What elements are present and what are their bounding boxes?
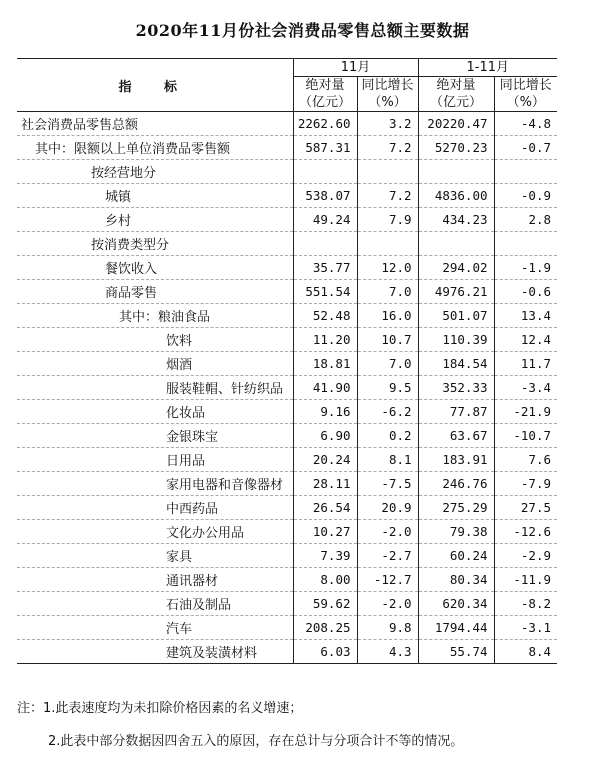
table-row	[17, 640, 557, 664]
ytd-yoy-value	[494, 232, 557, 256]
month-yoy-value: -2.7	[357, 544, 418, 568]
month-absolute-value: 551.54	[293, 280, 357, 304]
month-absolute-value: 587.31	[293, 136, 357, 160]
ytd-absolute-value: 5270.23	[418, 136, 494, 160]
ytd-absolute-value: 77.87	[418, 400, 494, 424]
yoy-unit-label: （%）	[506, 95, 545, 110]
yoy-unit-label: （%）	[368, 95, 407, 110]
month-yoy-value: 7.0	[357, 352, 418, 376]
ytd-yoy-value: -0.6	[494, 280, 557, 304]
ytd-yoy-value: -8.2	[494, 592, 557, 616]
ytd-yoy-value: -7.9	[494, 472, 557, 496]
row-label: 其中：限额以上单位消费品零售额	[17, 136, 293, 160]
row-label: 化妆品	[17, 400, 293, 424]
ytd-absolute-value: 183.91	[418, 448, 494, 472]
month-absolute-value: 49.24	[293, 208, 357, 232]
month-yoy-value: 8.1	[357, 448, 418, 472]
month-absolute-value: 20.24	[293, 448, 357, 472]
table-row	[17, 112, 557, 136]
ytd-absolute-value: 60.24	[418, 544, 494, 568]
month-yoy-value: 7.2	[357, 184, 418, 208]
month-yoy-value	[357, 232, 418, 256]
row-label: 金银珠宝	[17, 424, 293, 448]
ytd-yoy-value: -21.9	[494, 400, 557, 424]
table-title: 2020年11月份社会消费品零售总额主要数据	[135, 21, 470, 40]
table-row	[17, 400, 557, 424]
month-absolute-value: 8.00	[293, 568, 357, 592]
footnotes	[17, 692, 463, 758]
ytd-absolute-value: 79.38	[418, 520, 494, 544]
ytd-yoy-value: -11.9	[494, 568, 557, 592]
table-body	[17, 112, 557, 664]
ytd-yoy-value: -10.7	[494, 424, 557, 448]
month-yoy-value: 7.2	[357, 136, 418, 160]
ytd-yoy-value: -0.7	[494, 136, 557, 160]
table-row	[17, 424, 557, 448]
ytd-yoy-value: 11.7	[494, 352, 557, 376]
yoy-label: 同比增长	[361, 78, 414, 93]
footnote-2: 2.此表中部分数据因四舍五入的原因，存在总计与分项合计不等的情况。	[48, 734, 464, 749]
row-label: 城镇	[17, 184, 293, 208]
row-label: 其中：粮油食品	[17, 304, 293, 328]
row-label: 餐饮收入	[17, 256, 293, 280]
ytd-yoy-value: -0.9	[494, 184, 557, 208]
ytd-yoy-value: 7.6	[494, 448, 557, 472]
row-label: 家用电器和音像器材	[17, 472, 293, 496]
month-absolute-value: 26.54	[293, 496, 357, 520]
table-row	[17, 304, 557, 328]
month-yoy-value: -2.0	[357, 520, 418, 544]
row-label: 中西药品	[17, 496, 293, 520]
row-label: 通讯器材	[17, 568, 293, 592]
month-yoy-value	[357, 160, 418, 184]
ytd-yoy-value: -12.6	[494, 520, 557, 544]
ytd-yoy-value: -1.9	[494, 256, 557, 280]
month-yoy-value: 0.2	[357, 424, 418, 448]
month-absolute-value: 35.77	[293, 256, 357, 280]
table-row	[17, 328, 557, 352]
table-row	[17, 352, 557, 376]
ytd-yoy-value: 2.8	[494, 208, 557, 232]
row-label: 汽车	[17, 616, 293, 640]
month-absolute-value: 6.90	[293, 424, 357, 448]
absolute-unit-label: （亿元）	[298, 95, 351, 110]
footnote-1: 注：1.此表速度均为未扣除价格因素的名义增速；	[17, 701, 303, 716]
month-yoy-value: 16.0	[357, 304, 418, 328]
month-absolute-value: 6.03	[293, 640, 357, 664]
ytd-yoy-value: -3.4	[494, 376, 557, 400]
ytd-yoy-value: 13.4	[494, 304, 557, 328]
table-row	[17, 592, 557, 616]
absolute-label: 绝对量	[436, 78, 476, 93]
month-absolute-value: 208.25	[293, 616, 357, 640]
table-row	[17, 520, 557, 544]
absolute-label: 绝对量	[305, 78, 345, 93]
month-absolute-value	[293, 232, 357, 256]
table-row	[17, 256, 557, 280]
row-label: 家具	[17, 544, 293, 568]
month-yoy-value: -2.0	[357, 592, 418, 616]
ytd-absolute-value: 352.33	[418, 376, 494, 400]
month-absolute-value: 59.62	[293, 592, 357, 616]
period-month-header: 11月	[293, 59, 418, 77]
month-yoy-value: 4.3	[357, 640, 418, 664]
absolute-unit-label: （亿元）	[430, 95, 483, 110]
ytd-yoy-value	[494, 160, 557, 184]
ytd-absolute-value: 294.02	[418, 256, 494, 280]
table-row	[17, 472, 557, 496]
table-row	[17, 616, 557, 640]
month-absolute-value: 7.39	[293, 544, 357, 568]
ytd-absolute-value	[418, 160, 494, 184]
month-absolute-value: 52.48	[293, 304, 357, 328]
month-yoy-value: 9.8	[357, 616, 418, 640]
ytd-yoy-value: 8.4	[494, 640, 557, 664]
ytd-yoy-value: 12.4	[494, 328, 557, 352]
month-yoy-value: 7.9	[357, 208, 418, 232]
month-absolute-value: 10.27	[293, 520, 357, 544]
row-label: 文化办公用品	[17, 520, 293, 544]
month-yoy-header	[357, 77, 418, 112]
period-ytd-header: 1-11月	[418, 59, 557, 77]
yoy-label: 同比增长	[499, 78, 552, 93]
ytd-absolute-value: 620.34	[418, 592, 494, 616]
month-absolute-header	[293, 77, 357, 112]
ytd-absolute-value: 4976.21	[418, 280, 494, 304]
ytd-absolute-header	[418, 77, 494, 112]
row-label: 社会消费品零售总额	[21, 118, 139, 133]
row-label: 按消费类型分	[17, 232, 293, 256]
ytd-yoy-value: -4.8	[494, 112, 557, 136]
ytd-yoy-value: -3.1	[494, 616, 557, 640]
ytd-absolute-value: 434.23	[418, 208, 494, 232]
table-row	[17, 496, 557, 520]
ytd-absolute-value: 80.34	[418, 568, 494, 592]
ytd-yoy-value: -2.9	[494, 544, 557, 568]
month-yoy-value: 9.5	[357, 376, 418, 400]
month-yoy-value: 3.2	[357, 112, 418, 136]
month-absolute-value: 28.11	[293, 472, 357, 496]
month-absolute-value: 11.20	[293, 328, 357, 352]
ytd-absolute-value: 184.54	[418, 352, 494, 376]
ytd-absolute-value: 501.07	[418, 304, 494, 328]
month-absolute-value: 9.16	[293, 400, 357, 424]
month-absolute-value	[293, 160, 357, 184]
retail-data-table	[17, 58, 557, 664]
table-row	[17, 448, 557, 472]
ytd-yoy-value: 27.5	[494, 496, 557, 520]
month-yoy-value: 12.0	[357, 256, 418, 280]
row-label: 商品零售	[17, 280, 293, 304]
table-row	[17, 208, 557, 232]
row-label: 石油及制品	[17, 592, 293, 616]
ytd-absolute-value	[418, 232, 494, 256]
month-yoy-value: 20.9	[357, 496, 418, 520]
indicator-header: 指 标	[17, 59, 293, 112]
ytd-yoy-header	[494, 77, 557, 112]
month-yoy-value: 7.0	[357, 280, 418, 304]
ytd-absolute-value: 246.76	[418, 472, 494, 496]
ytd-absolute-value: 4836.00	[418, 184, 494, 208]
month-absolute-value: 18.81	[293, 352, 357, 376]
month-yoy-value: -6.2	[357, 400, 418, 424]
ytd-absolute-value: 20220.47	[418, 112, 494, 136]
month-absolute-value: 41.90	[293, 376, 357, 400]
row-label: 烟酒	[17, 352, 293, 376]
month-yoy-value: 10.7	[357, 328, 418, 352]
ytd-absolute-value: 275.29	[418, 496, 494, 520]
table-row	[17, 136, 557, 160]
table-row	[17, 280, 557, 304]
table-row	[17, 232, 557, 256]
row-label: 乡村	[17, 208, 293, 232]
table-row	[17, 376, 557, 400]
ytd-absolute-value: 110.39	[418, 328, 494, 352]
table-row	[17, 544, 557, 568]
table-row	[17, 160, 557, 184]
month-absolute-value: 538.07	[293, 184, 357, 208]
row-label: 按经营地分	[17, 160, 293, 184]
table-row	[17, 568, 557, 592]
ytd-absolute-value: 63.67	[418, 424, 494, 448]
table-row	[17, 184, 557, 208]
row-label: 日用品	[17, 448, 293, 472]
row-label: 建筑及装潢材料	[17, 640, 293, 664]
ytd-absolute-value: 55.74	[418, 640, 494, 664]
month-absolute-value: 2262.60	[293, 112, 357, 136]
ytd-absolute-value: 1794.44	[418, 616, 494, 640]
month-yoy-value: -12.7	[357, 568, 418, 592]
row-label: 服装鞋帽、针纺织品	[17, 376, 293, 400]
month-yoy-value: -7.5	[357, 472, 418, 496]
row-label: 饮料	[17, 328, 293, 352]
